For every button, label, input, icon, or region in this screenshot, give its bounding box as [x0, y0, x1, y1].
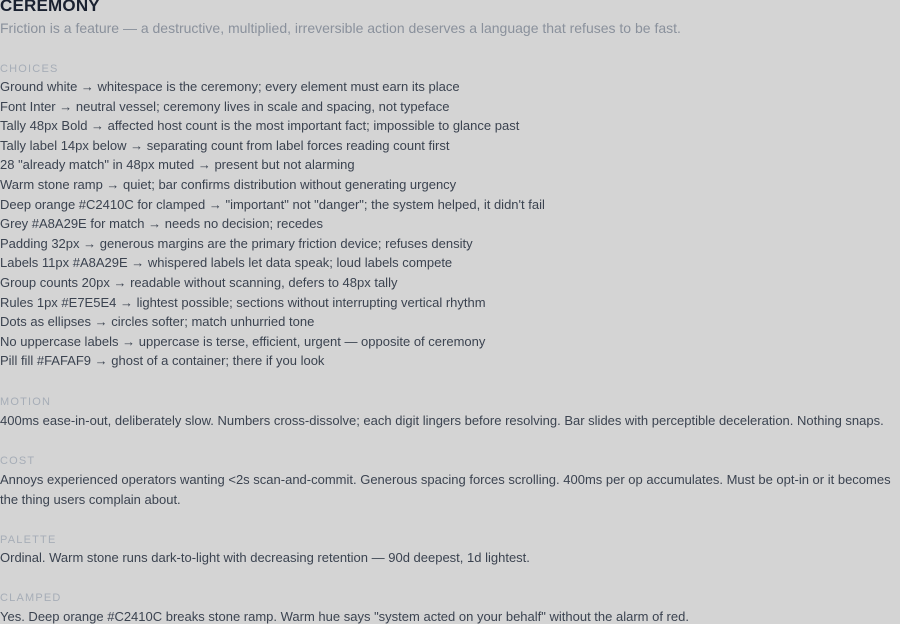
- page-title: CEREMONY: [0, 0, 100, 15]
- choice-item: Dots as ellipses → circles softer; match unhurried tone: [0, 314, 315, 329]
- choice-item: Rules 1px #E7E5E4 → lightest possible; sections without interrupting vertical rhythm: [0, 295, 486, 310]
- choice-item: Deep orange #C2410C for clamped → "important" not "danger"; the system helped, it didn't fail: [0, 197, 545, 212]
- choice-item: Tally 48px Bold → affected host count is the most important fact; impossible to glance past: [0, 118, 520, 133]
- choice-item: Labels 11px #A8A29E → whispered labels let data speak; loud labels compete: [0, 255, 453, 270]
- choice-item: 28 "already match" in 48px muted → present but not alarming: [0, 157, 355, 172]
- page-subtitle: Friction is a feature — a destructive, multiplied, irreversible action deserves a language that refuses to be fast.: [0, 20, 681, 36]
- choice-item: Ground white → whitespace is the ceremony; every element must earn its place: [0, 79, 460, 94]
- section-label-cost: COST: [0, 455, 36, 467]
- choice-item: Tally label 14px below → separating count from label forces reading count first: [0, 138, 450, 153]
- clamped-text: Yes. Deep orange #C2410C breaks stone ramp. Warm hue says "system acted on your behalf" without the alarm of red.: [0, 609, 689, 624]
- palette-text: Ordinal. Warm stone runs dark-to-light with decreasing retention — 90d deepest, 1d lightest.: [0, 550, 530, 565]
- section-label-clamped: CLAMPED: [0, 592, 62, 604]
- section-label-choices: CHOICES: [0, 63, 59, 75]
- choice-item: Warm stone ramp → quiet; bar confirms distribution without generating urgency: [0, 177, 457, 192]
- cost-text: Annoys experienced operators wanting <2s scan-and-commit. Generous spacing forces scrolling. 400ms per op accumulates. Must be opt-in or it becomes the thing users complain about.: [0, 472, 891, 507]
- choice-item: Grey #A8A29E for match → needs no decision; recedes: [0, 216, 324, 231]
- motion-text: 400ms ease-in-out, deliberately slow. Numbers cross-dissolve; each digit lingers before resolving. Bar slides with perceptible deceleration. Nothing snaps.: [0, 413, 884, 428]
- choice-item: Font Inter → neutral vessel; ceremony lives in scale and spacing, not typeface: [0, 99, 450, 114]
- choice-item: No uppercase labels → uppercase is terse, efficient, urgent — opposite of ceremony: [0, 334, 486, 349]
- choice-item: Padding 32px → generous margins are the primary friction device; refuses density: [0, 236, 473, 251]
- choice-item: Pill fill #FAFAF9 → ghost of a container; there if you look: [0, 353, 325, 368]
- section-label-palette: PALETTE: [0, 534, 57, 546]
- section-label-motion: MOTION: [0, 396, 52, 408]
- choice-item: Group counts 20px → readable without scanning, defers to 48px tally: [0, 275, 398, 290]
